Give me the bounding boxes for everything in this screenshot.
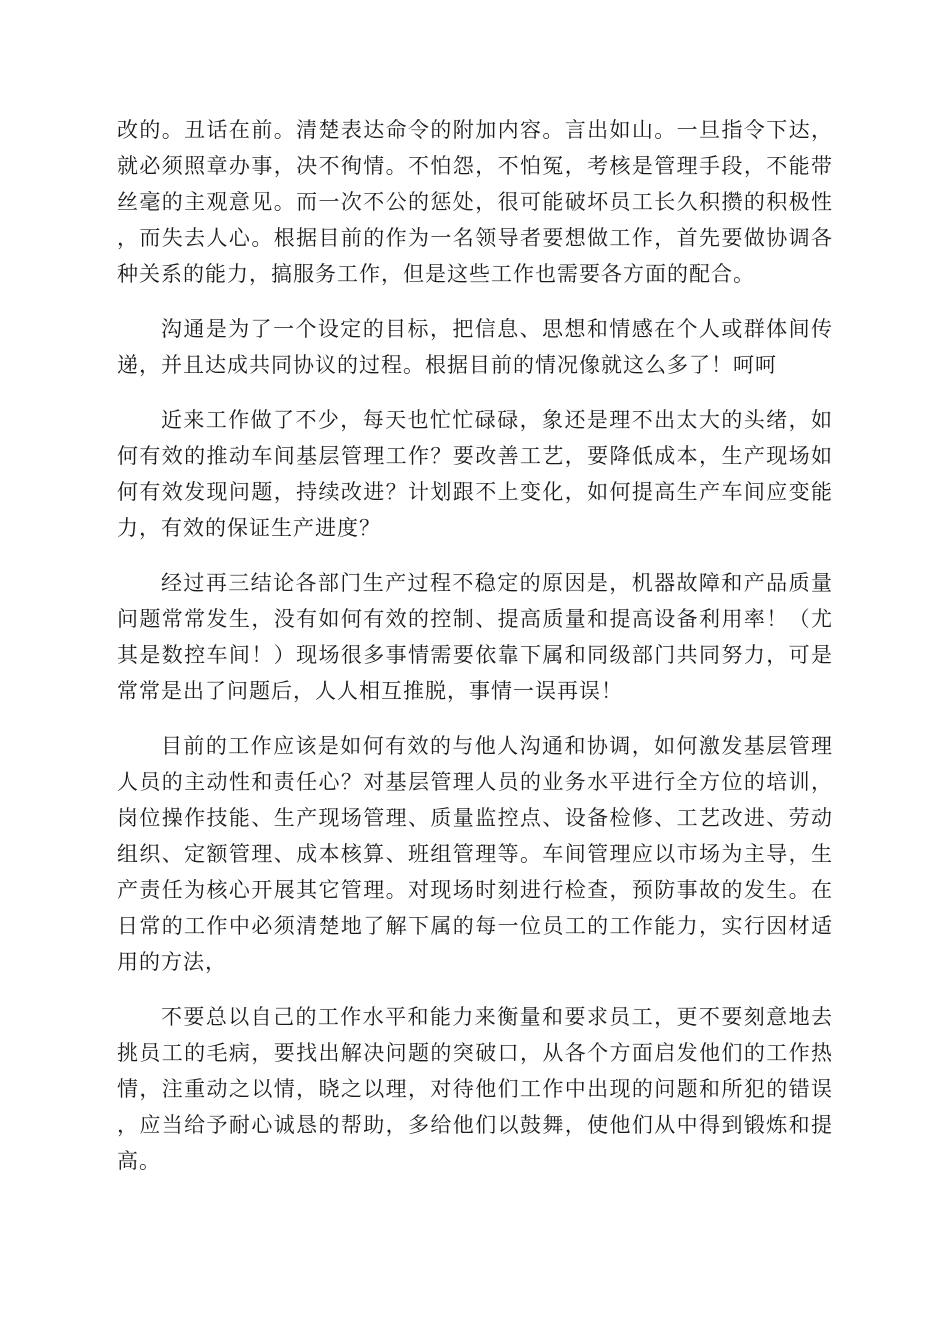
paragraph-5: 目前的工作应该是如何有效的与他人沟通和协调，如何激发基层管理人员的主动性和责任心？对基层管理人员的业务水平进行全方位的培训，岗位操作技能、生产现场管理、质量监控点、设备检修、工艺改进、劳动组织、定额管理、成本核算、班组管理等。车间管理应以市场为主导，生产责任为核心开展其它管理。对现场时刻进行检查，预防事故的发生。在日常的工作中必须清楚地了解下属的每一位员工的工作能力，实行因材适用的方法， — [117, 734, 833, 974]
paragraph-1: 改的。丑话在前。清楚表达命令的附加内容。言出如山。一旦指令下达，就必须照章办事，决不徇情。不怕怨，不怕冤，考核是管理手段，不能带丝毫的主观意见。而一次不公的惩处，很可能破坏员工长久积攒的积极性，而失去人心。根据目前的作为一名领导者要想做工作，首先要做协调各种关系的能力，搞服务工作，但是这些工作也需要各方面的配合。 — [117, 118, 833, 286]
paragraph-2: 沟通是为了一个设定的目标，把信息、思想和情感在个人或群体间传递，并且达成共同协议的过程。根据目前的情况像就这么多了！呵呵 — [117, 317, 833, 377]
document-body — [117, 112, 833, 1198]
paragraph-4: 经过再三结论各部门生产过程不稳定的原因是，机器故障和产品质量问题常常发生，没有如何有效的控制、提高质量和提高设备利用率！（尤其是数控车间！）现场很多事情需要依靠下属和同级部门共同努力，可是常常是出了问题后，人人相互推脱，事情一误再误！ — [117, 571, 833, 703]
paragraph-3: 近来工作做了不少，每天也忙忙碌碌，象还是理不出太大的头绪，如何有效的推动车间基层管理工作？要改善工艺，要降低成本，生产现场如何有效发现问题，持续改进？计划跟不上变化，如何提高生产车间应变能力，有效的保证生产进度？ — [117, 408, 833, 540]
paragraph-6: 不要总以自己的工作水平和能力来衡量和要求员工，更不要刻意地去挑员工的毛病，要找出解决问题的突破口，从各个方面启发他们的工作热情，注重动之以情，晓之以理，对待他们工作中出现的问题和所犯的错误，应当给予耐心诚恳的帮助，多给他们以鼓舞，使他们从中得到锻炼和提高。 — [117, 1005, 833, 1173]
